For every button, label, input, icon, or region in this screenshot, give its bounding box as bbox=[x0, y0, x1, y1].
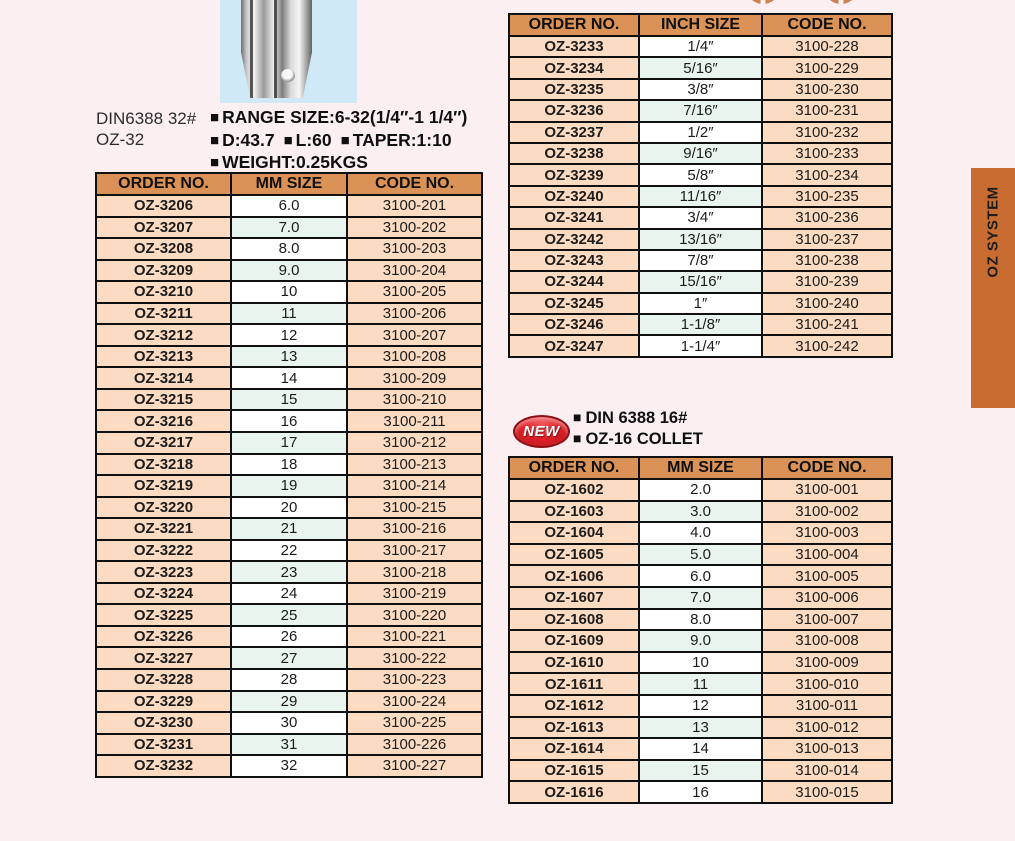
table-row bbox=[509, 143, 892, 164]
table-row bbox=[509, 652, 892, 674]
size-cell: 27 bbox=[231, 647, 347, 669]
code-no-cell: 3100-010 bbox=[762, 673, 892, 695]
order-no-cell: OZ-3207 bbox=[96, 217, 231, 239]
order-no-cell: OZ-3235 bbox=[509, 79, 639, 100]
table-row bbox=[96, 604, 482, 626]
table-row bbox=[509, 544, 892, 566]
size-cell: 26 bbox=[231, 626, 347, 648]
spec-line bbox=[210, 107, 476, 130]
order-no-cell: OZ-3241 bbox=[509, 207, 639, 228]
order-no-cell: OZ-1607 bbox=[509, 587, 639, 609]
order-no-cell: OZ-1605 bbox=[509, 544, 639, 566]
collet-hole bbox=[281, 69, 295, 82]
table-row bbox=[509, 609, 892, 631]
order-no-cell: OZ-3236 bbox=[509, 100, 639, 121]
table-row bbox=[509, 250, 892, 271]
spec-lines bbox=[210, 107, 476, 175]
code-no-cell: 3100-225 bbox=[347, 712, 482, 734]
size-cell: 13/16″ bbox=[639, 229, 762, 250]
order-no-cell: OZ-3213 bbox=[96, 346, 231, 368]
header-row bbox=[509, 14, 892, 36]
order-no-cell: OZ-1614 bbox=[509, 738, 639, 760]
collet-image bbox=[241, 0, 312, 98]
code-no-cell: 3100-220 bbox=[347, 604, 482, 626]
oz-system-tab bbox=[971, 168, 1015, 408]
order-no-cell: OZ-3225 bbox=[96, 604, 231, 626]
order-no-cell: OZ-3214 bbox=[96, 367, 231, 389]
order-no-cell: OZ-1615 bbox=[509, 760, 639, 782]
order-no-cell: OZ-1616 bbox=[509, 781, 639, 803]
order-no-cell: OZ-3240 bbox=[509, 186, 639, 207]
size-cell: 6.0 bbox=[231, 195, 347, 217]
code-no-cell: 3100-211 bbox=[347, 410, 482, 432]
size-cell: 18 bbox=[231, 454, 347, 476]
table-row bbox=[96, 583, 482, 605]
size-cell: 2.0 bbox=[639, 479, 762, 501]
new-badge bbox=[513, 415, 570, 448]
code-no-cell: 3100-008 bbox=[762, 630, 892, 652]
spec-item: ■ RANGE SIZE:6-32(1/4″-1 1/4″) bbox=[210, 107, 467, 127]
table-row bbox=[509, 271, 892, 292]
code-no-cell: 3100-214 bbox=[347, 475, 482, 497]
order-no-cell: OZ-3223 bbox=[96, 561, 231, 583]
order-no-cell: OZ-3246 bbox=[509, 314, 639, 335]
size-cell: 4.0 bbox=[639, 522, 762, 544]
code-no-cell: 3100-012 bbox=[762, 717, 892, 739]
code-no-cell: 3100-011 bbox=[762, 695, 892, 717]
size-cell: 11 bbox=[231, 303, 347, 325]
spec-line bbox=[210, 130, 476, 153]
table-row bbox=[509, 479, 892, 501]
code-no-cell: 3100-222 bbox=[347, 647, 482, 669]
code-no-cell: 3100-003 bbox=[762, 522, 892, 544]
code-no-cell: 3100-230 bbox=[762, 79, 892, 100]
order-no-cell: OZ-1606 bbox=[509, 565, 639, 587]
size-cell: 1-1/8″ bbox=[639, 314, 762, 335]
table-row bbox=[96, 626, 482, 648]
code-no-cell: 3100-233 bbox=[762, 143, 892, 164]
code-no-cell: 3100-226 bbox=[347, 734, 482, 756]
code-no-cell: 3100-207 bbox=[347, 324, 482, 346]
table-row bbox=[96, 303, 482, 325]
code-no-cell: 3100-218 bbox=[347, 561, 482, 583]
table-row bbox=[96, 561, 482, 583]
order-no-cell: OZ-3212 bbox=[96, 324, 231, 346]
table-row bbox=[509, 781, 892, 803]
column-header-inch-size: INCH SIZE bbox=[639, 14, 762, 36]
size-cell: 9.0 bbox=[639, 630, 762, 652]
table-row bbox=[96, 734, 482, 756]
table-row bbox=[96, 346, 482, 368]
data-table bbox=[95, 172, 483, 778]
order-no-cell: OZ-3245 bbox=[509, 293, 639, 314]
table-row bbox=[96, 669, 482, 691]
table-row bbox=[509, 695, 892, 717]
size-cell: 1″ bbox=[639, 293, 762, 314]
table-row bbox=[96, 691, 482, 713]
size-cell: 25 bbox=[231, 604, 347, 626]
table-row bbox=[509, 57, 892, 78]
code-no-cell: 3100-212 bbox=[347, 432, 482, 454]
code-no-cell: 3100-228 bbox=[762, 36, 892, 57]
oz16-section-heading bbox=[573, 408, 703, 449]
collet-top-view-icon bbox=[824, 0, 858, 4]
table-row bbox=[96, 367, 482, 389]
order-table-oz32-metric bbox=[95, 172, 483, 778]
order-no-cell: OZ-3244 bbox=[509, 271, 639, 292]
model-number: OZ-32 bbox=[96, 130, 145, 149]
code-no-cell: 3100-202 bbox=[347, 217, 482, 239]
code-no-cell: 3100-229 bbox=[762, 57, 892, 78]
table-row bbox=[509, 100, 892, 121]
order-no-cell: OZ-3228 bbox=[96, 669, 231, 691]
size-cell: 7/8″ bbox=[639, 250, 762, 271]
code-no-cell: 3100-006 bbox=[762, 587, 892, 609]
order-no-cell: OZ-1604 bbox=[509, 522, 639, 544]
size-cell: 8.0 bbox=[639, 609, 762, 631]
table-row bbox=[509, 293, 892, 314]
table-row bbox=[509, 186, 892, 207]
table-row bbox=[96, 195, 482, 217]
table-row bbox=[96, 518, 482, 540]
order-no-cell: OZ-3209 bbox=[96, 260, 231, 282]
table-row bbox=[96, 324, 482, 346]
size-cell: 1-1/4″ bbox=[639, 335, 762, 356]
code-no-cell: 3100-235 bbox=[762, 186, 892, 207]
size-cell: 13 bbox=[231, 346, 347, 368]
collet-top-view-icon bbox=[746, 0, 780, 4]
size-cell: 9.0 bbox=[231, 260, 347, 282]
order-no-cell: OZ-3234 bbox=[509, 57, 639, 78]
table-row bbox=[509, 760, 892, 782]
table-row bbox=[96, 260, 482, 282]
size-cell: 15/16″ bbox=[639, 271, 762, 292]
code-no-cell: 3100-241 bbox=[762, 314, 892, 335]
column-header-mm-size: MM SIZE bbox=[639, 457, 762, 479]
size-cell: 5/8″ bbox=[639, 164, 762, 185]
order-no-cell: OZ-1611 bbox=[509, 673, 639, 695]
size-cell: 11 bbox=[639, 673, 762, 695]
size-cell: 3/4″ bbox=[639, 207, 762, 228]
table-row bbox=[509, 314, 892, 335]
code-no-cell: 3100-217 bbox=[347, 540, 482, 562]
table-row bbox=[509, 630, 892, 652]
code-no-cell: 3100-224 bbox=[347, 691, 482, 713]
table-row bbox=[96, 389, 482, 411]
order-no-cell: OZ-3210 bbox=[96, 281, 231, 303]
table-row bbox=[96, 540, 482, 562]
code-no-cell: 3100-210 bbox=[347, 389, 482, 411]
size-cell: 32 bbox=[231, 755, 347, 777]
order-no-cell: OZ-3238 bbox=[509, 143, 639, 164]
code-no-cell: 3100-204 bbox=[347, 260, 482, 282]
size-cell: 6.0 bbox=[639, 565, 762, 587]
size-cell: 13 bbox=[639, 717, 762, 739]
data-table bbox=[508, 13, 893, 358]
code-no-cell: 3100-201 bbox=[347, 195, 482, 217]
table-row bbox=[509, 673, 892, 695]
code-no-cell: 3100-236 bbox=[762, 207, 892, 228]
table-row bbox=[509, 738, 892, 760]
code-no-cell: 3100-213 bbox=[347, 454, 482, 476]
order-no-cell: OZ-3224 bbox=[96, 583, 231, 605]
code-no-cell: 3100-239 bbox=[762, 271, 892, 292]
order-no-cell: OZ-3218 bbox=[96, 454, 231, 476]
size-cell: 3.0 bbox=[639, 501, 762, 523]
size-cell: 19 bbox=[231, 475, 347, 497]
code-no-cell: 3100-221 bbox=[347, 626, 482, 648]
order-no-cell: OZ-1608 bbox=[509, 609, 639, 631]
code-no-cell: 3100-005 bbox=[762, 565, 892, 587]
order-no-cell: OZ-3239 bbox=[509, 164, 639, 185]
size-cell: 24 bbox=[231, 583, 347, 605]
header-row bbox=[509, 457, 892, 479]
table-row bbox=[509, 36, 892, 57]
size-cell: 10 bbox=[231, 281, 347, 303]
code-no-cell: 3100-227 bbox=[347, 755, 482, 777]
column-header-order-no: ORDER NO. bbox=[509, 14, 639, 36]
column-header-mm-size: MM SIZE bbox=[231, 173, 347, 195]
size-cell: 15 bbox=[639, 760, 762, 782]
oz16-standard: ■ DIN 6388 16# bbox=[573, 408, 703, 429]
size-cell: 7.0 bbox=[639, 587, 762, 609]
table-row bbox=[509, 587, 892, 609]
code-no-cell: 3100-215 bbox=[347, 497, 482, 519]
code-no-cell: 3100-232 bbox=[762, 122, 892, 143]
order-no-cell: OZ-3220 bbox=[96, 497, 231, 519]
collet-slot bbox=[274, 0, 277, 98]
order-no-cell: OZ-3237 bbox=[509, 122, 639, 143]
column-header-code-no: CODE NO. bbox=[762, 14, 892, 36]
code-no-cell: 3100-203 bbox=[347, 238, 482, 260]
code-no-cell: 3100-216 bbox=[347, 518, 482, 540]
order-no-cell: OZ-3230 bbox=[96, 712, 231, 734]
size-cell: 16 bbox=[639, 781, 762, 803]
table-row bbox=[509, 164, 892, 185]
order-no-cell: OZ-1612 bbox=[509, 695, 639, 717]
order-no-cell: OZ-3215 bbox=[96, 389, 231, 411]
size-cell: 21 bbox=[231, 518, 347, 540]
size-cell: 14 bbox=[231, 367, 347, 389]
table-row bbox=[509, 522, 892, 544]
table-row bbox=[509, 79, 892, 100]
table-row bbox=[509, 565, 892, 587]
table-row bbox=[509, 229, 892, 250]
order-no-cell: OZ-3229 bbox=[96, 691, 231, 713]
new-badge-label: NEW bbox=[523, 423, 560, 440]
order-no-cell: OZ-3206 bbox=[96, 195, 231, 217]
table-row bbox=[509, 501, 892, 523]
data-table bbox=[508, 456, 893, 804]
order-no-cell: OZ-3242 bbox=[509, 229, 639, 250]
oz-system-tab-label: OZ SYSTEM bbox=[984, 186, 1002, 278]
code-no-cell: 3100-240 bbox=[762, 293, 892, 314]
size-cell: 17 bbox=[231, 432, 347, 454]
code-no-cell: 3100-014 bbox=[762, 760, 892, 782]
oz16-collet-title: ■ OZ-16 COLLET bbox=[573, 429, 703, 450]
header-row bbox=[96, 173, 482, 195]
collet-notch bbox=[839, 0, 844, 5]
table-row bbox=[96, 410, 482, 432]
code-no-cell: 3100-009 bbox=[762, 652, 892, 674]
order-no-cell: OZ-3208 bbox=[96, 238, 231, 260]
order-no-cell: OZ-3243 bbox=[509, 250, 639, 271]
size-cell: 23 bbox=[231, 561, 347, 583]
order-no-cell: OZ-3221 bbox=[96, 518, 231, 540]
code-no-cell: 3100-223 bbox=[347, 669, 482, 691]
size-cell: 10 bbox=[639, 652, 762, 674]
table-row bbox=[96, 217, 482, 239]
order-no-cell: OZ-1609 bbox=[509, 630, 639, 652]
size-cell: 22 bbox=[231, 540, 347, 562]
code-no-cell: 3100-209 bbox=[347, 367, 482, 389]
size-cell: 31 bbox=[231, 734, 347, 756]
model-label bbox=[96, 108, 196, 150]
code-no-cell: 3100-219 bbox=[347, 583, 482, 605]
column-header-order-no: ORDER NO. bbox=[509, 457, 639, 479]
order-no-cell: OZ-1610 bbox=[509, 652, 639, 674]
column-header-order-no: ORDER NO. bbox=[96, 173, 231, 195]
size-cell: 9/16″ bbox=[639, 143, 762, 164]
table-row bbox=[96, 475, 482, 497]
table-row bbox=[96, 497, 482, 519]
collet-notch bbox=[761, 0, 766, 5]
table-row bbox=[96, 281, 482, 303]
order-table-oz32-inch bbox=[508, 13, 893, 358]
size-cell: 1/2″ bbox=[639, 122, 762, 143]
size-cell: 12 bbox=[639, 695, 762, 717]
collet-photo bbox=[220, 0, 357, 103]
order-no-cell: OZ-3226 bbox=[96, 626, 231, 648]
code-no-cell: 3100-004 bbox=[762, 544, 892, 566]
table-row bbox=[509, 717, 892, 739]
size-cell: 15 bbox=[231, 389, 347, 411]
column-header-code-no: CODE NO. bbox=[347, 173, 482, 195]
size-cell: 20 bbox=[231, 497, 347, 519]
code-no-cell: 3100-206 bbox=[347, 303, 482, 325]
order-no-cell: OZ-3219 bbox=[96, 475, 231, 497]
table-row bbox=[509, 122, 892, 143]
table-row bbox=[509, 207, 892, 228]
spec-item: ■ WEIGHT:0.25KGS bbox=[210, 152, 368, 172]
table-row bbox=[96, 647, 482, 669]
order-no-cell: OZ-3216 bbox=[96, 410, 231, 432]
order-no-cell: OZ-3222 bbox=[96, 540, 231, 562]
code-no-cell: 3100-013 bbox=[762, 738, 892, 760]
order-no-cell: OZ-3247 bbox=[509, 335, 639, 356]
size-cell: 30 bbox=[231, 712, 347, 734]
size-cell: 3/8″ bbox=[639, 79, 762, 100]
size-cell: 11/16″ bbox=[639, 186, 762, 207]
order-no-cell: OZ-3227 bbox=[96, 647, 231, 669]
table-row bbox=[96, 454, 482, 476]
size-cell: 16 bbox=[231, 410, 347, 432]
table-row bbox=[96, 238, 482, 260]
order-no-cell: OZ-3211 bbox=[96, 303, 231, 325]
size-cell: 5.0 bbox=[639, 544, 762, 566]
table-row bbox=[96, 432, 482, 454]
order-no-cell: OZ-1613 bbox=[509, 717, 639, 739]
code-no-cell: 3100-242 bbox=[762, 335, 892, 356]
spec-item: ■ TAPER:1:10 bbox=[341, 130, 452, 150]
size-cell: 28 bbox=[231, 669, 347, 691]
spec-item: ■ L:60 bbox=[284, 130, 332, 150]
size-cell: 1/4″ bbox=[639, 36, 762, 57]
size-cell: 12 bbox=[231, 324, 347, 346]
size-cell: 5/16″ bbox=[639, 57, 762, 78]
order-no-cell: OZ-3217 bbox=[96, 432, 231, 454]
spec-item: ■ D:43.7 bbox=[210, 130, 275, 150]
size-cell: 8.0 bbox=[231, 238, 347, 260]
model-standard: DIN6388 32# bbox=[96, 109, 197, 128]
code-no-cell: 3100-238 bbox=[762, 250, 892, 271]
code-no-cell: 3100-002 bbox=[762, 501, 892, 523]
table-row bbox=[96, 712, 482, 734]
code-no-cell: 3100-015 bbox=[762, 781, 892, 803]
size-cell: 14 bbox=[639, 738, 762, 760]
code-no-cell: 3100-205 bbox=[347, 281, 482, 303]
code-no-cell: 3100-231 bbox=[762, 100, 892, 121]
code-no-cell: 3100-001 bbox=[762, 479, 892, 501]
order-no-cell: OZ-1602 bbox=[509, 479, 639, 501]
column-header-code-no: CODE NO. bbox=[762, 457, 892, 479]
code-no-cell: 3100-007 bbox=[762, 609, 892, 631]
code-no-cell: 3100-208 bbox=[347, 346, 482, 368]
table-row bbox=[96, 755, 482, 777]
size-cell: 7/16″ bbox=[639, 100, 762, 121]
code-no-cell: 3100-234 bbox=[762, 164, 892, 185]
size-cell: 7.0 bbox=[231, 217, 347, 239]
code-no-cell: 3100-237 bbox=[762, 229, 892, 250]
size-cell: 29 bbox=[231, 691, 347, 713]
order-no-cell: OZ-3233 bbox=[509, 36, 639, 57]
order-no-cell: OZ-3232 bbox=[96, 755, 231, 777]
collet-slot bbox=[250, 0, 253, 98]
order-no-cell: OZ-3231 bbox=[96, 734, 231, 756]
order-no-cell: OZ-1603 bbox=[509, 501, 639, 523]
table-row bbox=[509, 335, 892, 356]
order-table-oz16-metric bbox=[508, 456, 893, 804]
